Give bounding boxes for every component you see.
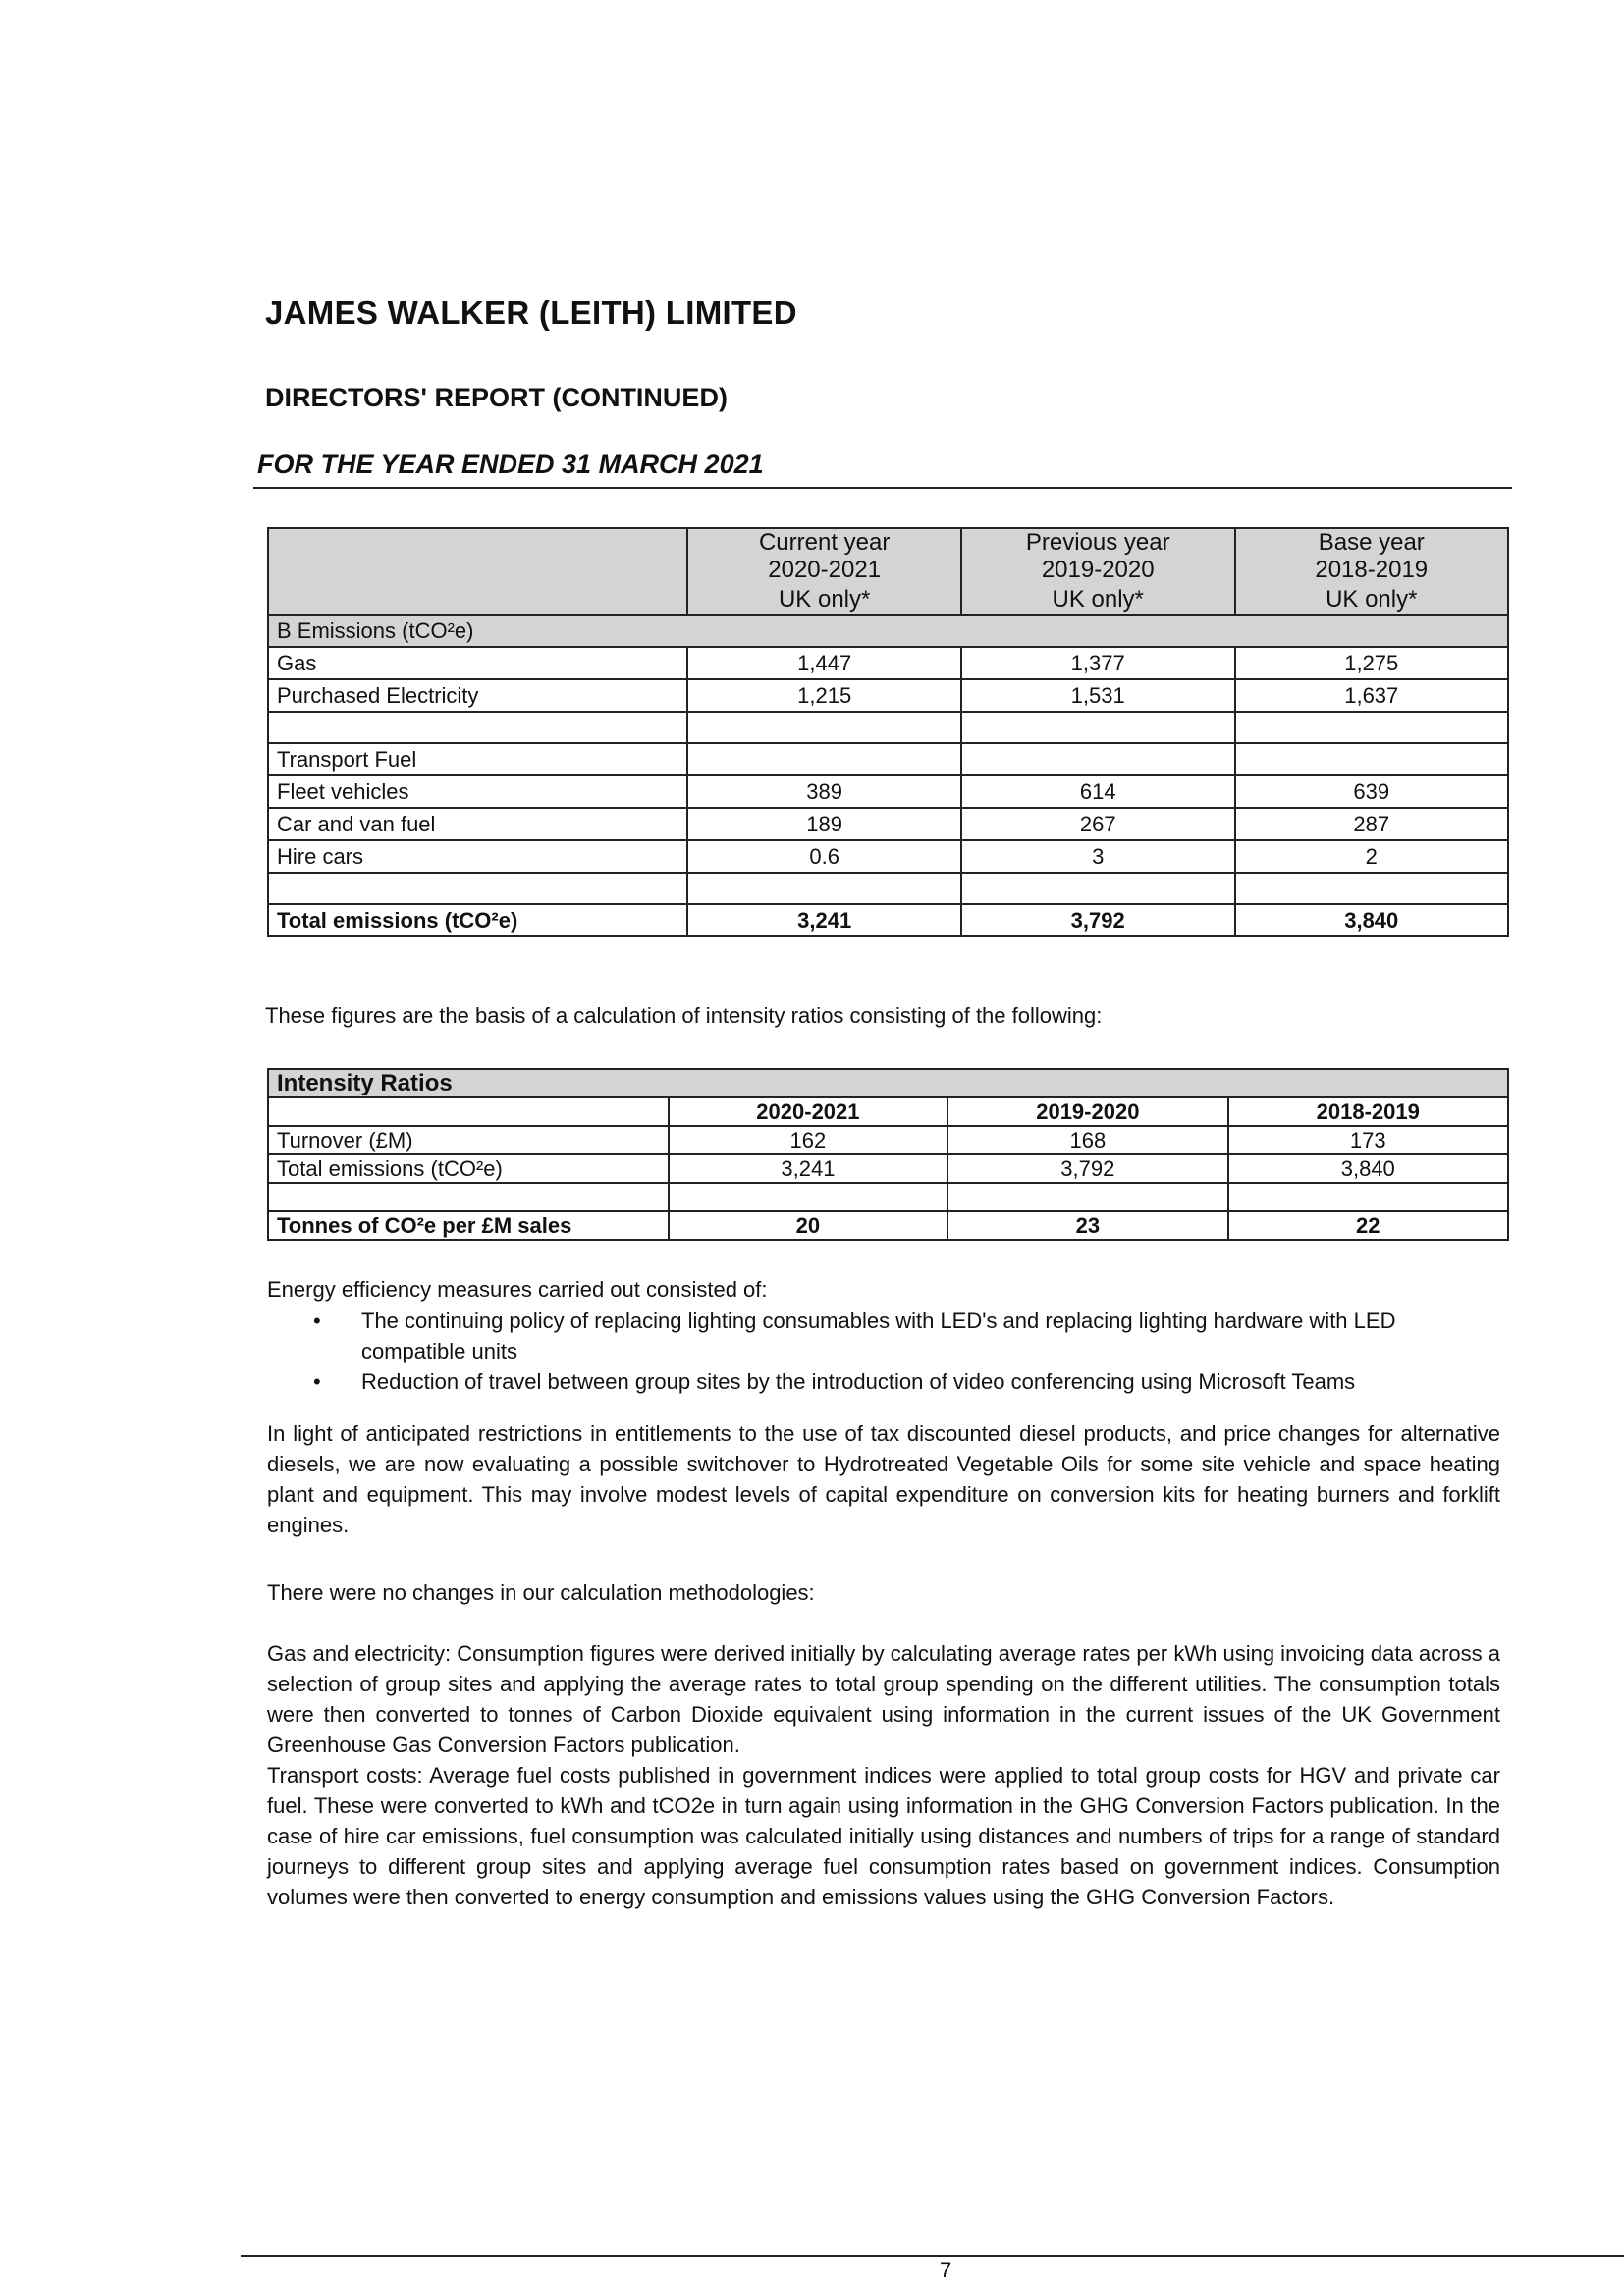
cell-value: 287 — [1235, 808, 1509, 840]
table-row-blank — [268, 873, 1508, 904]
row-label: Transport Fuel — [268, 743, 687, 775]
cell-value: 1,637 — [1235, 679, 1509, 712]
row-label: Gas — [268, 647, 687, 679]
total-row — [268, 904, 1508, 936]
row-label: Hire cars — [268, 840, 687, 873]
cell-value: 1,377 — [961, 647, 1235, 679]
cell-value — [961, 873, 1235, 904]
company-name: JAMES WALKER (LEITH) LIMITED — [265, 294, 797, 331]
table-row — [268, 775, 1508, 808]
measures-list — [267, 1306, 1500, 1397]
col-header-title: Previous year — [961, 528, 1235, 557]
row-label: Total emissions (tCO²e) — [268, 1154, 669, 1183]
cell-value: 3 — [961, 840, 1235, 873]
cell-value: 189 — [687, 808, 961, 840]
cell-value — [687, 873, 961, 904]
hvo-paragraph: In light of anticipated restrictions in entitlements to the use of tax discounted diesel products, and price changes for alternative diesels, we are now evaluating a possible switchover to Hydrotreated Vegetable Oils for some site vehicle and space heating plant and equipment. This may involve modest levels of capital expenditure on conversion kits for heating burners and forklift engines. — [267, 1421, 1500, 1537]
emissions-table — [267, 527, 1509, 937]
table-row — [268, 679, 1508, 712]
cell-value — [1228, 1183, 1508, 1211]
cell-value — [1235, 743, 1509, 775]
table-row-blank — [268, 1183, 1508, 1211]
bullet-icon: • — [313, 1369, 321, 1394]
table-row — [268, 1126, 1508, 1154]
measures-intro: Energy efficiency measures carried out consisted of: — [267, 1277, 768, 1302]
table-row — [268, 840, 1508, 873]
cell-value — [687, 743, 961, 775]
intensity-intro: These figures are the basis of a calculation of intensity ratios consisting of the following: — [265, 1003, 1103, 1028]
row-label: Turnover (£M) — [268, 1126, 669, 1154]
cell-value: 0.6 — [687, 840, 961, 873]
table-row — [268, 743, 1508, 775]
year-corner — [268, 1097, 669, 1126]
intensity-total-row — [268, 1211, 1508, 1240]
header-corner — [268, 528, 687, 557]
cell-value: 168 — [947, 1126, 1227, 1154]
col-header-year: 2020-2021 — [687, 557, 961, 584]
table-row-blank — [268, 712, 1508, 743]
list-item — [313, 1366, 1500, 1397]
cell-value: 3,840 — [1228, 1154, 1508, 1183]
table-row — [268, 808, 1508, 840]
emissions-header-row-3 — [268, 584, 1508, 615]
cell-value — [961, 743, 1235, 775]
total-label: Tonnes of CO²e per £M sales — [268, 1211, 669, 1240]
col-header-scope: UK only* — [961, 584, 1235, 615]
list-item-text: The continuing policy of replacing lighting consumables with LED's and replacing lighting hardware with LED compatible units — [361, 1308, 1396, 1363]
total-value: 3,241 — [687, 904, 961, 936]
cell-value: 173 — [1228, 1126, 1508, 1154]
cell-value — [961, 712, 1235, 743]
cell-value — [947, 1183, 1227, 1211]
methodology-intro: There were no changes in our calculation methodologies: — [267, 1580, 815, 1605]
total-label: Total emissions (tCO²e) — [268, 904, 687, 936]
cell-value — [1235, 712, 1509, 743]
year-header: 2019-2020 — [947, 1097, 1227, 1126]
cell-value: 2 — [1235, 840, 1509, 873]
cell-value: 1,275 — [1235, 647, 1509, 679]
row-label: Car and van fuel — [268, 808, 687, 840]
header-corner — [268, 584, 687, 615]
report-title: DIRECTORS' REPORT (CONTINUED) — [265, 383, 728, 412]
section-label: B Emissions (tCO²e) — [268, 615, 1508, 647]
year-header: 2018-2019 — [1228, 1097, 1508, 1126]
report-period: FOR THE YEAR ENDED 31 MARCH 2021 — [257, 450, 764, 479]
page-number: 7 — [940, 2258, 952, 2282]
cell-value: 614 — [961, 775, 1235, 808]
list-item-text: Reduction of travel between group sites by the introduction of video conferencing using Microsoft Teams — [361, 1369, 1356, 1394]
row-label — [268, 712, 687, 743]
total-value: 22 — [1228, 1211, 1508, 1240]
row-label: Fleet vehicles — [268, 775, 687, 808]
col-header-scope: UK only* — [1235, 584, 1509, 615]
cell-value: 3,241 — [669, 1154, 947, 1183]
cell-value: 3,792 — [947, 1154, 1227, 1183]
intensity-title: Intensity Ratios — [268, 1069, 1508, 1097]
header-rule — [253, 487, 1512, 489]
cell-value: 162 — [669, 1126, 947, 1154]
cell-value: 1,447 — [687, 647, 961, 679]
cell-value — [669, 1183, 947, 1211]
year-header: 2020-2021 — [669, 1097, 947, 1126]
cell-value — [687, 712, 961, 743]
emissions-header-row-2 — [268, 557, 1508, 584]
col-header-title: Current year — [687, 528, 961, 557]
row-label: Purchased Electricity — [268, 679, 687, 712]
col-header-year: 2019-2020 — [961, 557, 1235, 584]
cell-value: 389 — [687, 775, 961, 808]
total-value: 23 — [947, 1211, 1227, 1240]
cell-value: 267 — [961, 808, 1235, 840]
header-corner — [268, 557, 687, 584]
transport-paragraph: Transport costs: Average fuel costs published in government indices were applied to total group costs for HGV and private car fuel. These were converted to kWh and tCO2e in turn again using information in the GHG Conversion Factors publication. In the case of hire car emissions, fuel consumption was calculated initially using distances and numbers of trips for a range of standard journeys to different group sites and applying average fuel consumption rates based on government indices. Consumption volumes were then converted to energy consumption and emissions values using the GHG Conversion Factors. — [267, 1763, 1500, 1909]
col-header-title: Base year — [1235, 528, 1509, 557]
cell-value: 1,215 — [687, 679, 961, 712]
total-value: 3,840 — [1235, 904, 1509, 936]
intensity-title-row — [268, 1069, 1508, 1097]
footer-rule — [241, 2255, 1624, 2257]
cell-value: 1,531 — [961, 679, 1235, 712]
col-header-year: 2018-2019 — [1235, 557, 1509, 584]
cell-value — [1235, 873, 1509, 904]
row-label — [268, 1183, 669, 1211]
emissions-header-row-1 — [268, 528, 1508, 557]
intensity-year-row — [268, 1097, 1508, 1126]
bullet-icon: • — [313, 1308, 321, 1333]
table-row — [268, 1154, 1508, 1183]
cell-value: 639 — [1235, 775, 1509, 808]
table-row — [268, 647, 1508, 679]
section-row — [268, 615, 1508, 647]
total-value: 20 — [669, 1211, 947, 1240]
list-item — [313, 1306, 1500, 1366]
gas-electricity-paragraph: Gas and electricity: Consumption figures were derived initially by calculating average rates per kWh using invoicing data across a selection of group sites and applying the average rates to total group spending on the different utilities. The consumption totals were then converted to tonnes of Carbon Dioxide equivalent using information in the current issues of the UK Government Greenhouse Gas Conversion Factors publication. — [267, 1641, 1500, 1757]
total-value: 3,792 — [961, 904, 1235, 936]
intensity-ratios-table — [267, 1068, 1509, 1241]
col-header-scope: UK only* — [687, 584, 961, 615]
row-label — [268, 873, 687, 904]
